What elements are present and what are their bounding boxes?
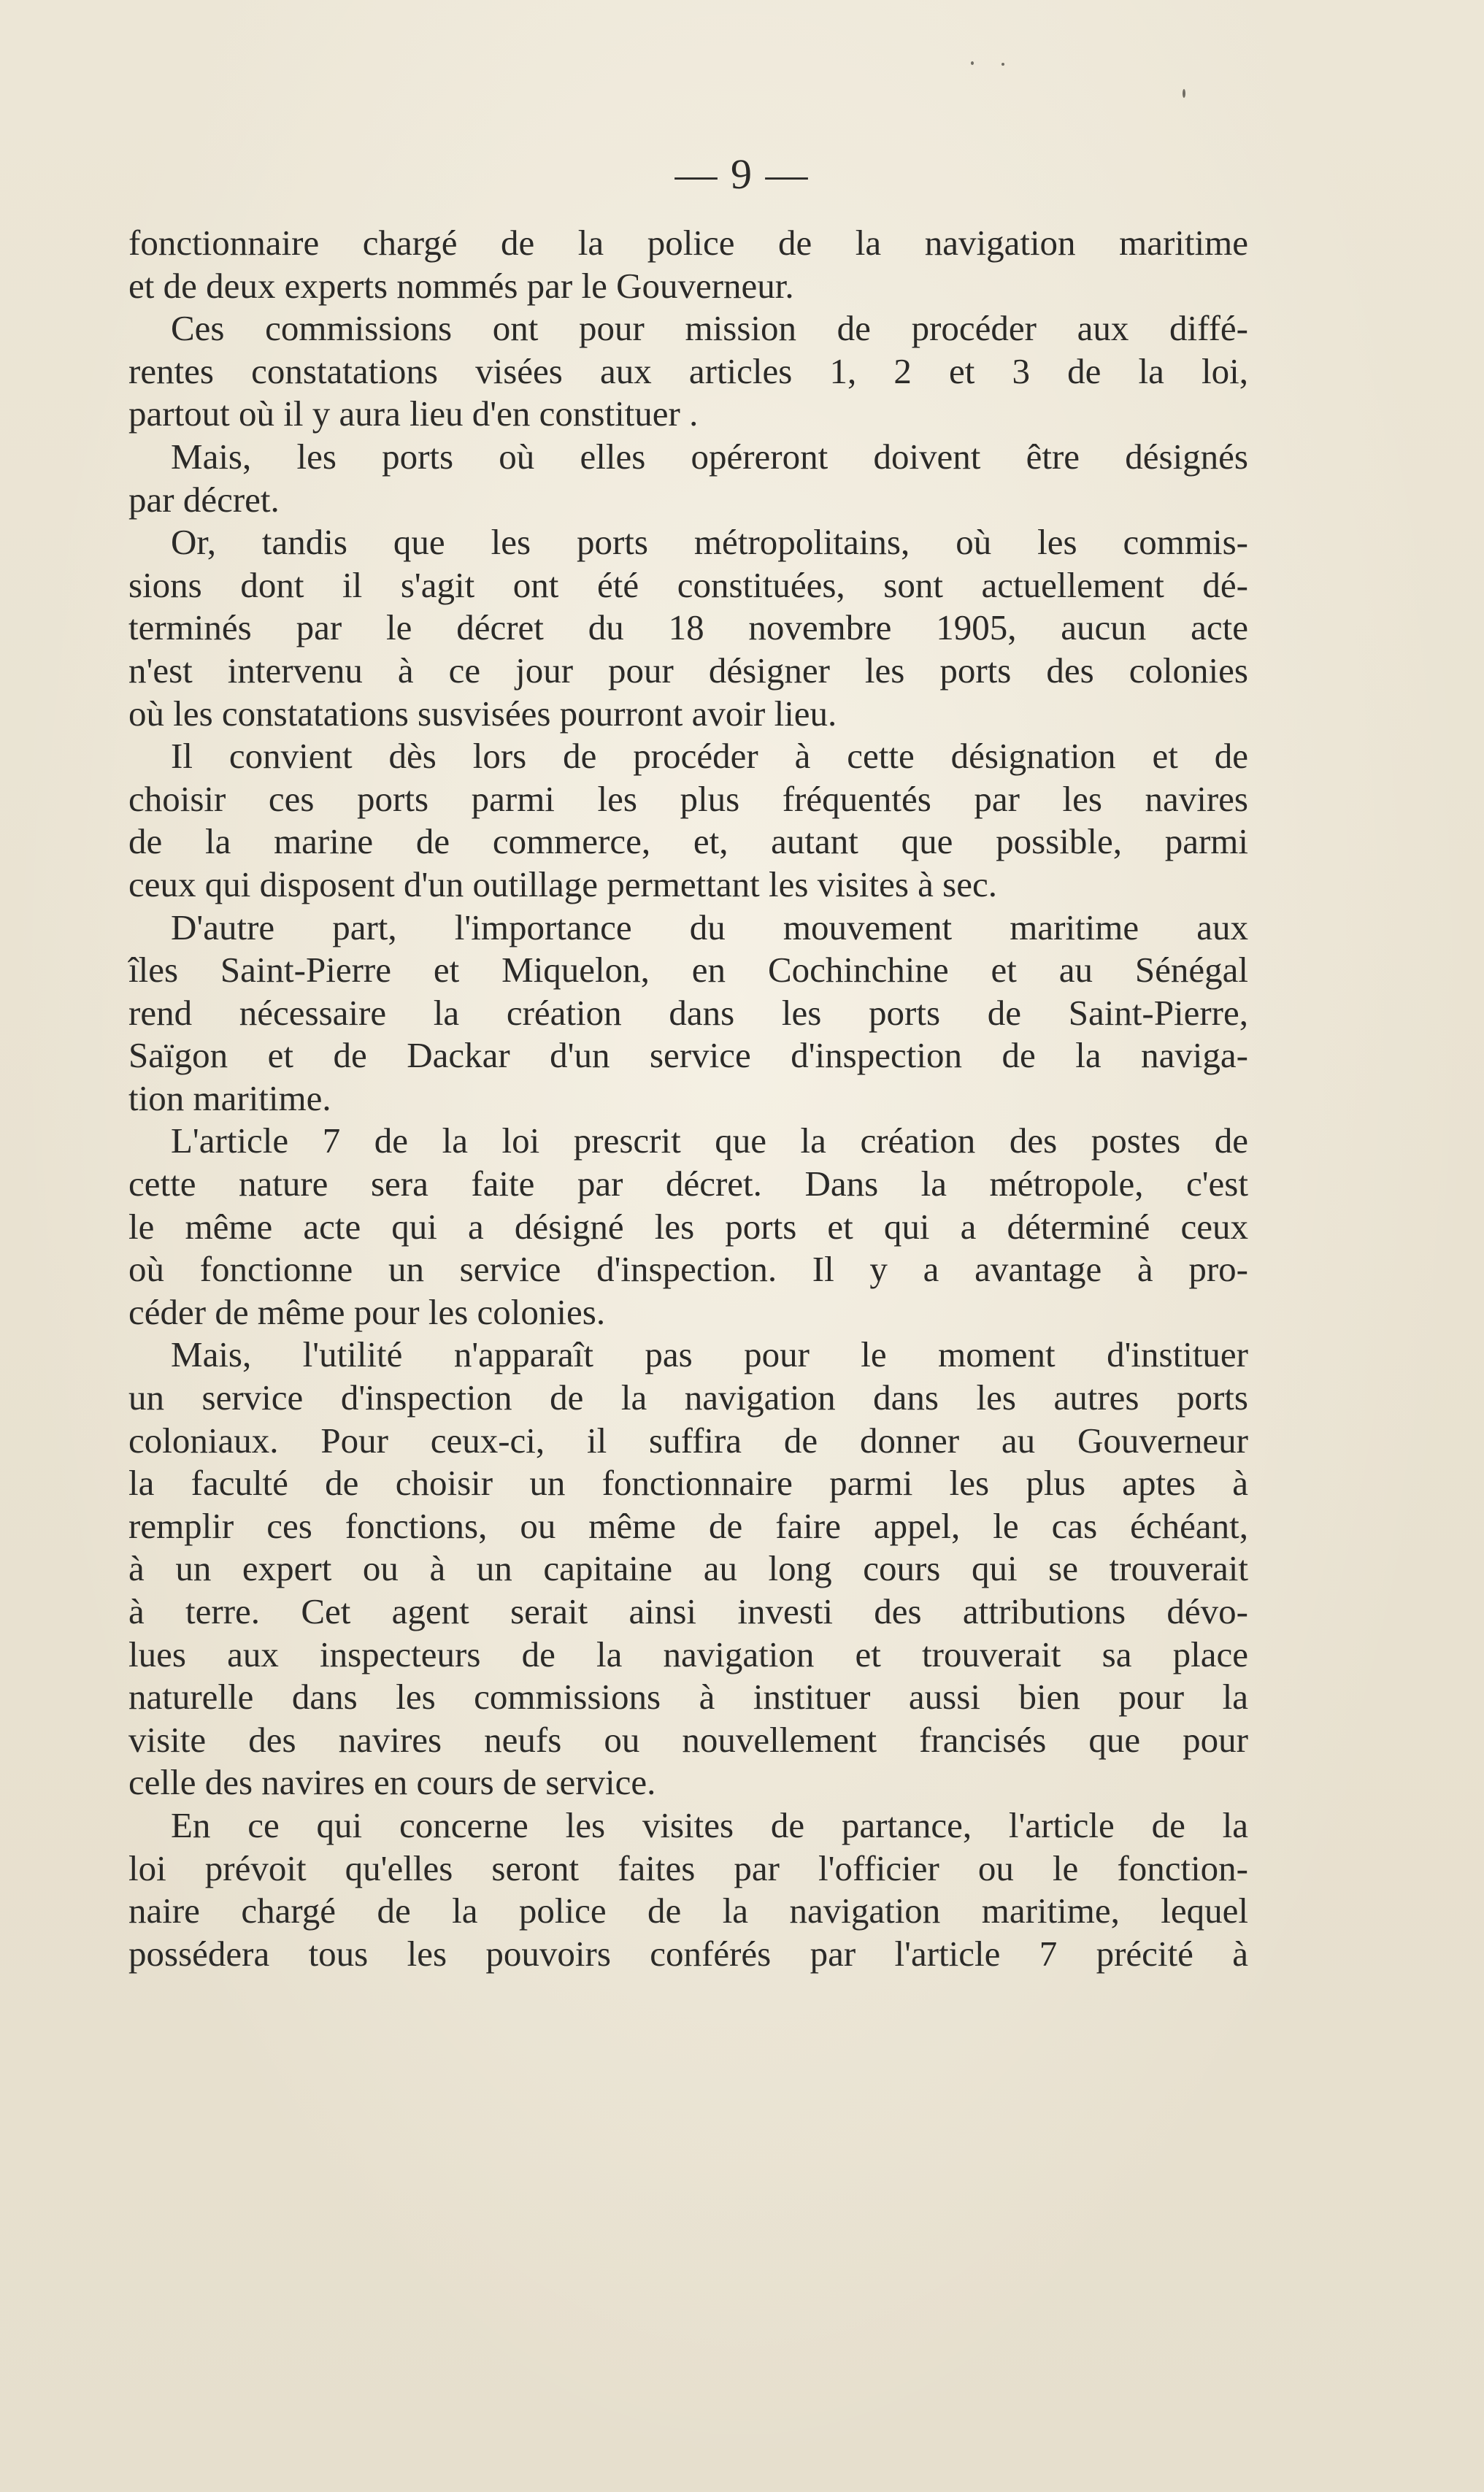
text-line: possédera tous les pouvoirs conférés par l'article 7 précité à [128, 1933, 1248, 1974]
text-line: à un expert ou à un capitaine au long cours qui se trouverait [128, 1548, 1248, 1589]
text-line: celle des navires en cours de service. [128, 1762, 656, 1803]
text-line: naire chargé de la police de la navigation maritime, lequel [128, 1891, 1248, 1931]
text-line: rentes constatations visées aux articles 1, 2 et 3 de la loi, [128, 350, 1248, 391]
ink-speck [1183, 89, 1185, 98]
text-line: à terre. Cet agent serait ainsi investi des attributions dévo- [128, 1591, 1248, 1631]
text-line: loi prévoit qu'elles seront faites par l'officier ou le fonction- [128, 1847, 1248, 1888]
text-line: Ces commissions ont pour mission de procéder aux diffé- [171, 308, 1248, 349]
text-line: lues aux inspecteurs de la navigation et trouverait sa place [128, 1634, 1248, 1674]
text-line: L'article 7 de la loi prescrit que la création des postes de [171, 1120, 1248, 1161]
page-number: — 9 — [674, 150, 810, 198]
text-line: En ce qui concerne les visites de partance, l'article de la [171, 1804, 1248, 1845]
text-line: de la marine de commerce, et, autant que possible, parmi [128, 821, 1248, 862]
text-line: fonctionnaire chargé de la police de la navigation maritime [128, 223, 1248, 263]
text-line: tion maritime. [128, 1077, 331, 1118]
text-line: rend nécessaire la création dans les ports de Saint-Pierre, [128, 992, 1248, 1033]
text-line: îles Saint-Pierre et Miquelon, en Cochinchine et au Sénégal [128, 950, 1248, 991]
body-text [128, 222, 1248, 1975]
text-line: choisir ces ports parmi les plus fréquentés par les navires [128, 778, 1248, 819]
text-line: cette nature sera faite par décret. Dans la métropole, c'est [128, 1164, 1248, 1204]
text-line: ceux qui disposent d'un outillage permettant les visites à sec. [128, 864, 997, 904]
text-line: et de deux experts nommés par le Gouverneur. [128, 265, 794, 306]
text-line: D'autre part, l'importance du mouvement maritime aux [171, 907, 1248, 947]
ink-speck [1001, 63, 1004, 66]
text-line: partout où il y aura lieu d'en constituer . [128, 393, 699, 434]
text-line: céder de même pour les colonies. [128, 1291, 606, 1332]
text-line: où les constatations susvisées pourront avoir lieu. [128, 693, 837, 734]
text-line: remplir ces fonctions, ou même de faire appel, le cas échéant, [128, 1505, 1248, 1546]
text-line: Il convient dès lors de procéder à cette désignation et de [171, 736, 1248, 777]
text-line: sions dont il s'agit ont été constituées, sont actuellement dé- [128, 564, 1248, 605]
ink-speck [971, 61, 974, 65]
text-line: naturelle dans les commissions à instituer aussi bien pour la [128, 1677, 1248, 1718]
text-line: par décret. [128, 479, 280, 520]
text-line: un service d'inspection de la navigation dans les autres ports [128, 1377, 1248, 1418]
text-line: Or, tandis que les ports métropolitains, où les commis- [171, 522, 1248, 563]
text-line: Mais, les ports où elles opéreront doivent être désignés [171, 436, 1248, 477]
text-line: terminés par le décret du 18 novembre 1905, aucun acte [128, 607, 1248, 648]
text-line: coloniaux. Pour ceux-ci, il suffira de donner au Gouverneur [128, 1420, 1248, 1461]
text-line: où fonctionne un service d'inspection. Il y a avantage à pro- [128, 1249, 1248, 1290]
text-line: Mais, l'utilité n'apparaît pas pour le moment d'instituer [171, 1334, 1248, 1375]
text-line: n'est intervenu à ce jour pour désigner les ports des colonies [128, 650, 1248, 691]
text-line: le même acte qui a désigné les ports et qui a déterminé ceux [128, 1206, 1248, 1247]
text-line: visite des navires neufs ou nouvellement francisés que pour [128, 1719, 1248, 1760]
text-line: la faculté de choisir un fonctionnaire parmi les plus aptes à [128, 1463, 1248, 1504]
text-line: Saïgon et de Dackar d'un service d'inspection de la naviga- [128, 1035, 1248, 1076]
